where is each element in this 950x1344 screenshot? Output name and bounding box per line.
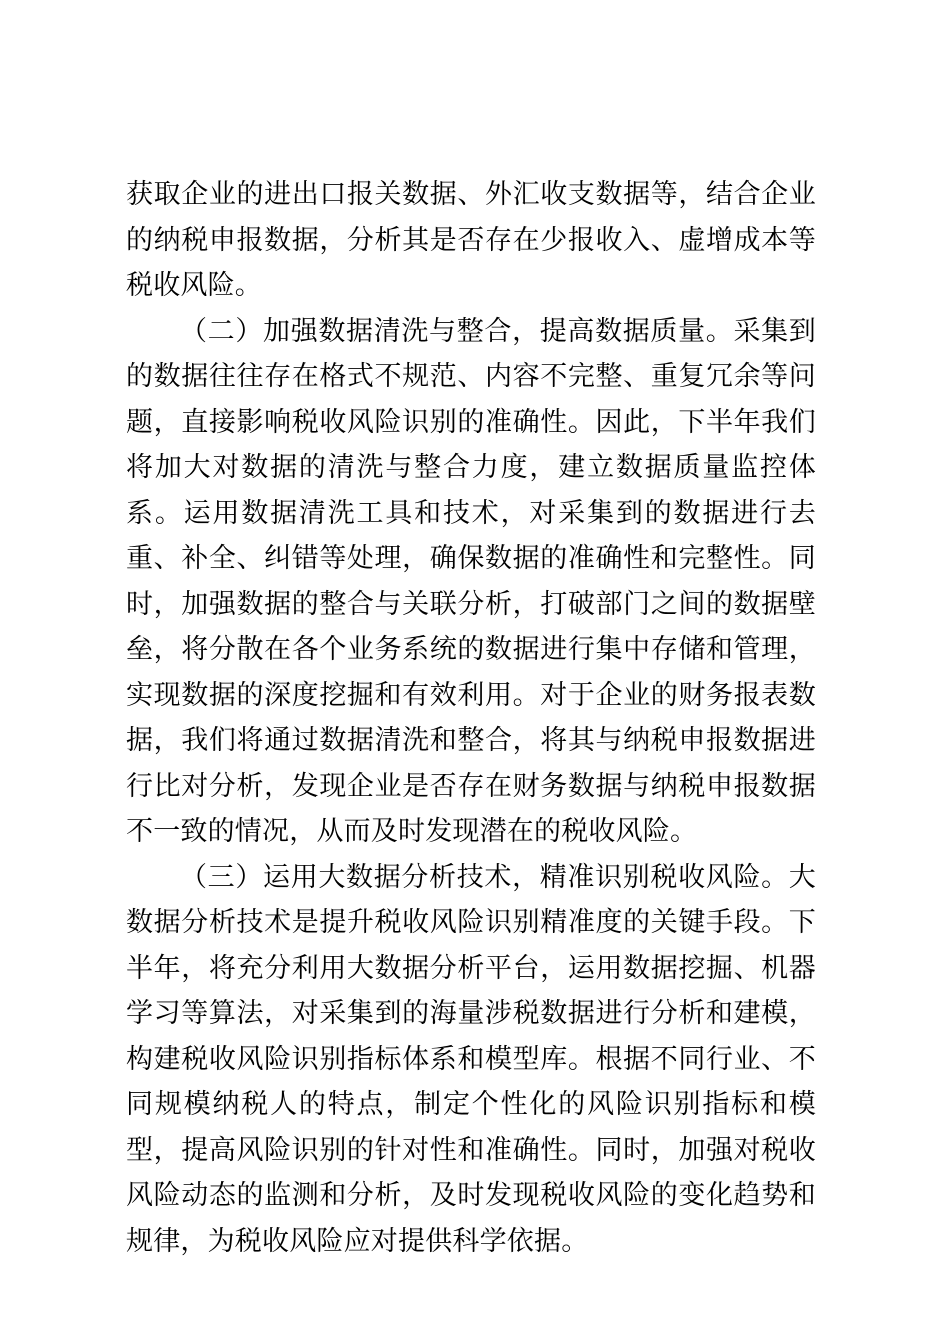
- document-body: [126, 172, 816, 1264]
- paragraph-continuation: 获取企业的进出口报关数据、外汇收支数据等，结合企业的纳税申报数据，分析其是否存在少报收入、虚增成本等税收风险。: [126, 179, 816, 301]
- paragraph-section-two: （二）加强数据清洗与整合，提高数据质量。采集到的数据往往存在格式不规范、内容不完整、重复冗余等问题，直接影响税收风险识别的准确性。因此，下半年我们将加大对数据的清洗与整合力度，建立数据质量监控体系。运用数据清洗工具和技术，对采集到的数据进行去重、补全、纠错等处理，确保数据的准确性和完整性。同时，加强数据的整合与关联分析，打破部门之间的数据壁垒，将分散在各个业务系统的数据进行集中存储和管理，实现数据的深度挖掘和有效利用。对于企业的财务报表数据，我们将通过数据清洗和整合，将其与纳税申报数据进行比对分析，发现企业是否存在财务数据与纳税申报数据不一致的情况，从而及时发现潜在的税收风险。: [126, 315, 816, 847]
- paragraph-section-three: （三）运用大数据分析技术，精准识别税收风险。大数据分析技术是提升税收风险识别精准度的关键手段。下半年，将充分利用大数据分析平台，运用数据挖掘、机器学习等算法，对采集到的海量涉税数据进行分析和建模，构建税收风险识别指标体系和模型库。根据不同行业、不同规模纳税人的特点，制定个性化的风险识别指标和模型，提高风险识别的针对性和准确性。同时，加强对税收风险动态的监测和分析，及时发现税收风险的变化趋势和规律，为税收风险应对提供科学依据。: [126, 861, 816, 1257]
